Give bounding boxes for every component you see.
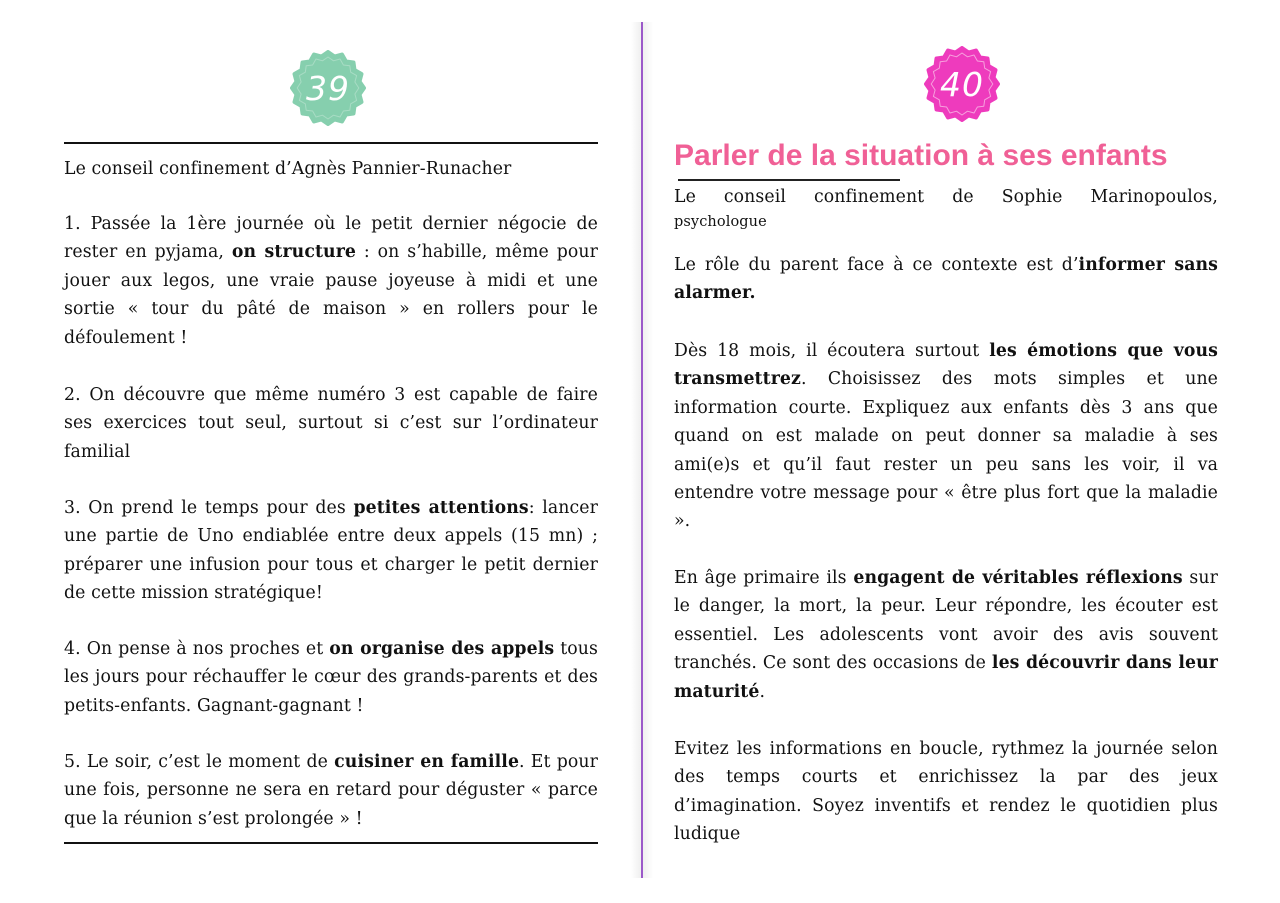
paragraph-2: Dès 18 mois, il écoutera surtout les émotions que vous transmettrez. Choisissez des mots simples et une information courte. Expliquez aux enfants dès 3 ans que quand on est malade on peut donner sa maladie à ses ami(e)s et qu’il faut rester un peu sans les voir, il va entendre votre message pour « être plus fort que la maladie ». xyxy=(674,341,1218,532)
bottom-rule xyxy=(64,842,598,844)
paragraph-3: En âge primaire ils engagent de véritables réflexions sur le danger, la mort, la peur. Leur répondre, les écouter est essentiel. Les adolescents vont avoir des avis souvent tranchés. Ce sont des occasions de les découvrir dans leur maturité. xyxy=(674,568,1218,702)
page-divider xyxy=(641,22,643,878)
tip-item-1: 1. Passée la 1ère journée où le petit dernier négocie de rester en pyjama, on structure : on s’habille, même pour jouer aux legos, une vraie pause joyeuse à midi et une sortie « tour du pâté de maison » en rollers pour le défoulement ! xyxy=(64,214,598,348)
page-number-badge-39 xyxy=(290,50,366,126)
paragraph-1: Le rôle du parent face à ce contexte est d’informer sans alarmer. xyxy=(674,255,1218,304)
left-intro: Le conseil confinement d’Agnès Pannier-Runacher xyxy=(64,159,512,179)
attribution-role: psychologue xyxy=(674,214,767,231)
tip-item-3: 3. On prend le temps pour des petites attentions: lancer une partie de Uno endiablée entre deux appels (15 mn) ; préparer une infusion pour tous et charger le petit dernier de cette mission stratégique! xyxy=(64,498,598,604)
tip-item-2: 2. On découvre que même numéro 3 est capable de faire ses exercices tout seul, surtout si c’est sur l’ordinateur familial xyxy=(64,385,598,462)
top-rule xyxy=(64,142,598,144)
page-number: 39 xyxy=(306,68,350,108)
section-title: Parler de la situation à ses enfants xyxy=(674,139,1168,172)
tip-item-4: 4. On pense à nos proches et on organise des appels tous les jours pour réchauffer le cœur des grands-parents et des petits-enfants. Gagnant-gagnant ! xyxy=(64,639,598,716)
title-underline xyxy=(678,179,900,181)
tip-item-5: 5. Le soir, c’est le moment de cuisiner en famille. Et pour une fois, personne ne sera en retard pour déguster « parce que la réunion s’est prolongée » ! xyxy=(64,752,598,829)
page-number-badge-40 xyxy=(924,46,1000,122)
attribution: Le conseil confinement de Sophie Marinopoulos, psychologue xyxy=(674,183,1218,233)
page-number: 40 xyxy=(940,64,984,104)
paragraph-4: Evitez les informations en boucle, rythmez la journée selon des temps courts et enrichissez la par des jeux d’imagination. Soyez inventifs et rendez le quotidien plus ludique xyxy=(674,739,1218,845)
